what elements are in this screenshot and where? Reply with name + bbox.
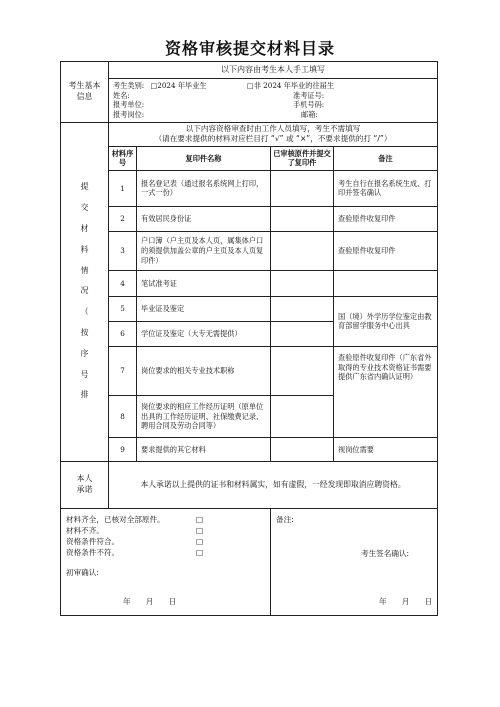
row-note [334,270,438,296]
table-row [61,296,438,321]
fill-instruction: 以下内容由考生本人手工填写 [109,62,438,79]
row-note: 查验原件收复印件（广东省外取得的专业技术资格证书需要提供广东省内确认证明） [334,346,438,437]
date-right: 年 月 日 [379,596,433,606]
row-note: 国（境）外学历学位鉴定由教育部留学服务中心出具 [334,296,438,346]
basic-info-label: 考生基本 信息 [61,62,109,123]
row-no: 4 [109,270,137,296]
col-header-no: 材料序号 [109,146,137,170]
row-doc: 毕业证及鉴定 [137,296,271,321]
row-doc: 岗位要求的相应工作经历证明（原单位出具的工作经历证明、社保缴费记录、聘用合同及劳动合同等） [137,395,271,437]
row-doc: 有效居民身份证 [137,206,271,231]
checkbox[interactable]: □ [196,525,204,535]
row-check[interactable] [271,206,334,231]
row-no: 1 [109,170,137,206]
table-row [61,170,438,206]
checkbox[interactable]: □ [196,514,204,524]
table-row [61,346,438,395]
first-review-label: 初审确认: [66,567,99,577]
col-header-note: 备注 [334,146,438,170]
table-row [61,231,438,270]
row-note: 查验原件收复印件 [334,231,438,270]
row-check[interactable] [271,296,334,321]
row-check[interactable] [271,395,334,437]
staff-instruction: 以下内容资格审查时由工作人员填写，考生不需填写 （请在要求提供的材料对应栏目打 “√” 或 “×”，不要求提供的打 “/”） [109,122,438,146]
row-doc: 报名登记表（通过报名系统网上打印，一式一份） [137,170,271,206]
row-check[interactable] [271,437,334,461]
row-note: 查验原件收复印件 [334,206,438,231]
row-check[interactable] [271,231,334,270]
review-box[interactable]: 材料齐全，已核对全部原件。 □ 材料不齐。 □ 资格条件符合。 □ 资格条件不符。 □ 初审确认: 年 月 日 [61,508,271,615]
row-doc: 学位证及鉴定（大专无需提供） [137,321,271,346]
row-check[interactable] [271,270,334,296]
date-left: 年 月 日 [123,596,177,606]
page-title: 资格审核提交材料目录 [164,39,335,58]
row-doc: 岗位要求的相关专业技术职称 [137,346,271,395]
table-row [61,437,438,461]
checkbox[interactable]: □ [196,547,204,557]
row-no: 5 [109,296,137,321]
row-doc: 笔试准考证 [137,270,271,296]
col-header-check: 已审核原件并提交了复印件 [271,146,334,170]
row-no: 8 [109,395,137,437]
remark-label: 备注: [276,514,294,524]
row-no: 2 [109,206,137,231]
checkbox[interactable]: □ [196,536,204,546]
row-check[interactable] [271,170,334,206]
row-doc: 户口簿（户主页及本人页，属集体户口的须提供加盖公章的户主页及本人页复印件） [137,231,271,270]
candidate-sign-label: 考生签名确认: [361,548,410,558]
basic-info-fields[interactable]: 考生类别: □2024 年毕业生 □非 2024 年毕业的往届生 姓名: 准考证号: 报考单位: 手机号码: 报考岗位: 邮箱: [109,79,438,123]
materials-table [60,61,438,616]
table-row [61,206,438,231]
row-note: 视岗位需要 [334,437,438,461]
row-note: 考生自行在报名系统生成、打印并签名确认 [334,170,438,206]
remark-box[interactable] [271,508,438,615]
materials-vertical-label: 提 交 材 料 情 况 （ 按 序 号 排 [61,122,109,461]
commitment-text: 本人承诺以上提供的证书和材料属实，如有虚假，一经发现即取消应聘资格。 [109,461,438,508]
row-check[interactable] [271,321,334,346]
row-no: 6 [109,321,137,346]
table-row [61,270,438,296]
commitment-label: 本人 承诺 [61,461,109,508]
col-header-doc: 复印件名称 [137,146,271,170]
row-no: 9 [109,437,137,461]
row-no: 3 [109,231,137,270]
row-no: 7 [109,346,137,395]
row-check[interactable] [271,346,334,395]
row-doc: 要求提供的其它材料 [137,437,271,461]
